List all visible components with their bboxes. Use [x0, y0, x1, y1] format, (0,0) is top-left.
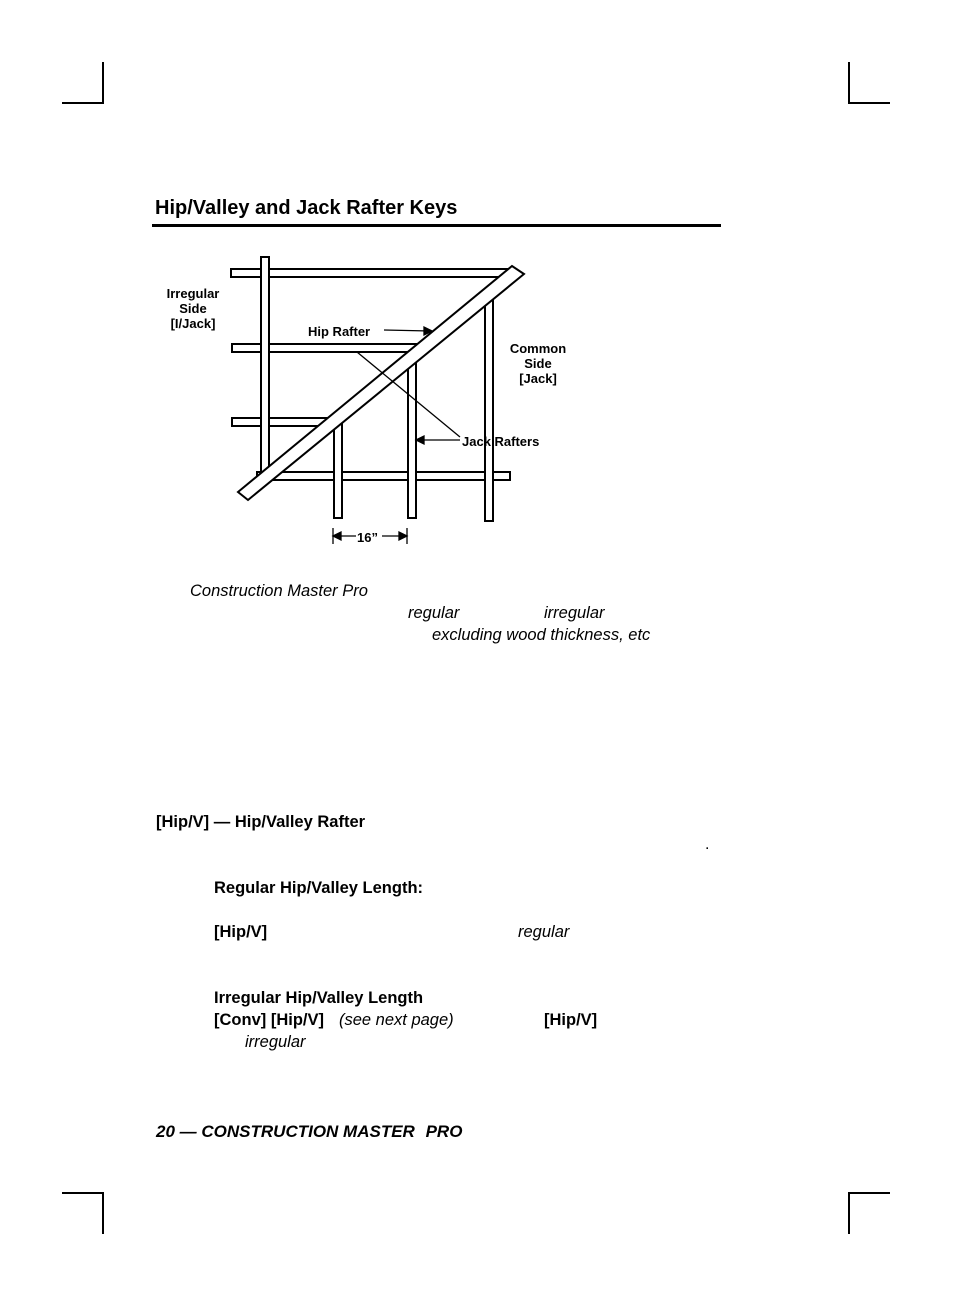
- joist-upper: [232, 344, 417, 352]
- irregular-side-label-line3: [I/Jack]: [170, 316, 216, 331]
- irregular-side-label: [158, 286, 228, 331]
- jack-arrowhead: [416, 436, 424, 444]
- common-side-label: [502, 341, 574, 386]
- top-plate: [231, 269, 511, 277]
- jack-rafter-left: [334, 420, 342, 518]
- jack-rafter-middle: [408, 355, 416, 518]
- hipv-key-2: [Hip/V]: [544, 1011, 598, 1029]
- bottom-plate: [257, 472, 510, 480]
- hip-rafter: [238, 266, 524, 500]
- page-footer: [156, 1122, 462, 1142]
- intro-excluding-note: excluding wood thickness, etc: [432, 626, 651, 644]
- common-side-label-line1: Common: [509, 341, 567, 356]
- irregular-side-label-line1: Irregular: [166, 286, 220, 301]
- intro-irregular-word: irregular: [544, 604, 605, 622]
- irregular-side-stud: [261, 257, 269, 478]
- footer-dash: —: [179, 1122, 197, 1141]
- common-side-label-line2: Side: [524, 356, 552, 371]
- regular-word: regular: [518, 923, 570, 941]
- page-number: 20: [156, 1122, 175, 1141]
- section-title: Hip/Valley and Jack Rafter Keys: [155, 197, 458, 219]
- footer-product: CONSTRUCTION MASTER: [201, 1122, 415, 1141]
- irregular-word: irregular: [245, 1033, 306, 1051]
- hipv-heading: [Hip/V] — Hip/Valley Rafter: [156, 813, 366, 831]
- jack-rafters-label: Jack Rafters: [462, 434, 540, 449]
- irregular-side-label-line2: Side: [179, 301, 207, 316]
- regular-length-heading: Regular Hip/Valley Length:: [214, 879, 424, 897]
- conv-hipv-key: [Conv] [Hip/V]: [214, 1011, 324, 1029]
- joist-lower: [232, 418, 332, 426]
- common-side-label-line3: [Jack]: [519, 371, 557, 386]
- hipv-key: [Hip/V]: [214, 923, 268, 941]
- spacing-arrow-left: [333, 532, 341, 540]
- hip-rafter-label: Hip Rafter: [308, 324, 371, 339]
- spacing-arrow-right: [399, 532, 407, 540]
- irregular-length-heading: Irregular Hip/Valley Length: [214, 989, 424, 1007]
- footer-product-suffix: PRO: [425, 1122, 463, 1141]
- common-side-rafter: [485, 291, 493, 521]
- see-next-page: (see next page): [339, 1011, 454, 1029]
- intro-regular-word: regular: [408, 604, 460, 622]
- intro-product-name: Construction Master Pro: [190, 582, 368, 600]
- spacing-label: 16”: [357, 530, 378, 545]
- hipv-period: .: [705, 836, 710, 853]
- hip-rafter-leader: [384, 330, 430, 331]
